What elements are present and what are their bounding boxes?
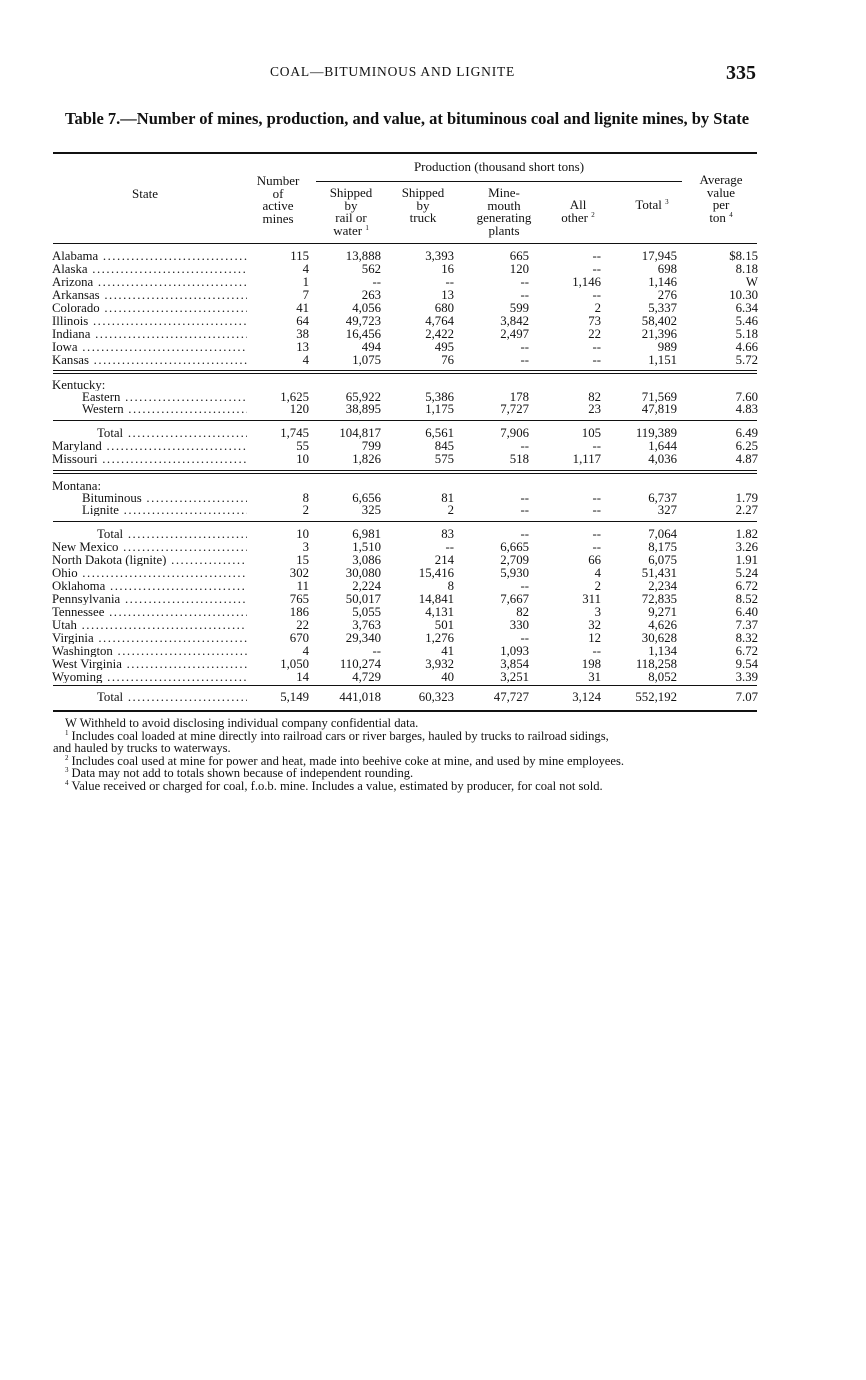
section-rule — [53, 473, 757, 474]
table-title: Table 7.—Number of mines, production, and value, at bituminous coal and lignite mines, by State — [64, 109, 750, 128]
value-cell: 3 — [594, 605, 601, 619]
value-cell: 575 — [434, 452, 454, 466]
value-cell: -- — [445, 275, 454, 289]
value-cell: 64 — [296, 314, 309, 328]
value-cell: 4 — [302, 262, 309, 276]
state-cell: Colorado ..... — [52, 302, 247, 314]
table-row — [0, 289, 866, 301]
table-row — [0, 427, 866, 439]
value-cell: 4 — [302, 644, 309, 658]
value-cell: 327 — [657, 503, 677, 517]
value-cell: 698 — [657, 262, 677, 276]
value-cell: 6,981 — [352, 527, 381, 541]
table-row — [0, 315, 866, 327]
value-cell: 5.24 — [735, 566, 758, 580]
table-row — [0, 302, 866, 314]
value-cell: 4.87 — [735, 452, 758, 466]
value-cell: 49,723 — [345, 314, 381, 328]
value-cell: 8 — [302, 491, 309, 505]
table-row — [0, 580, 866, 592]
value-cell: 4,626 — [648, 618, 677, 632]
value-cell: 4 — [594, 566, 601, 580]
value-cell: 494 — [361, 340, 381, 354]
value-cell: 2 — [302, 503, 309, 517]
value-cell: 119,389 — [635, 426, 677, 440]
value-cell: 4 — [302, 353, 309, 367]
value-cell: 186 — [289, 605, 309, 619]
value-cell: 1,075 — [352, 353, 381, 367]
value-cell: 17,945 — [641, 249, 677, 263]
table-row — [0, 632, 866, 644]
value-cell: 670 — [289, 631, 309, 645]
table-row — [0, 328, 866, 340]
all-other-header: All other $^2$ — [561, 197, 595, 225]
value-cell: 21,396 — [641, 327, 677, 341]
value-cell: -- — [592, 491, 601, 505]
value-cell: 7.07 — [735, 690, 758, 704]
value-cell: 5.72 — [735, 353, 758, 367]
value-cell: 552,192 — [635, 690, 677, 704]
value-cell: -- — [592, 340, 601, 354]
table-row — [0, 440, 866, 452]
table-row — [0, 453, 866, 465]
state-cell: West Virginia ..... — [52, 658, 247, 670]
value-cell: -- — [592, 540, 601, 554]
value-cell: 3,932 — [425, 657, 454, 671]
value-cell: 845 — [434, 439, 454, 453]
value-cell: 3,393 — [425, 249, 454, 263]
state-cell: Total ..... — [97, 528, 247, 540]
value-cell: 214 — [434, 553, 454, 567]
value-cell: 47,727 — [493, 690, 529, 704]
value-cell: -- — [520, 353, 529, 367]
table-row — [0, 528, 866, 540]
value-cell: 1,644 — [648, 439, 677, 453]
value-cell: 14,841 — [418, 592, 454, 606]
value-cell: 1,093 — [500, 644, 529, 658]
state-cell: Tennessee ..... — [52, 606, 247, 618]
value-cell: 501 — [434, 618, 454, 632]
value-cell: -- — [592, 503, 601, 517]
value-cell: 1.82 — [735, 527, 758, 541]
section-rule — [53, 373, 757, 374]
value-cell: $8.15 — [729, 249, 758, 263]
value-cell: 6.34 — [735, 301, 758, 315]
value-cell: 16 — [441, 262, 454, 276]
value-cell: 2 — [447, 503, 454, 517]
state-cell: Alaska ..... — [52, 263, 247, 275]
value-cell: 110,274 — [339, 657, 381, 671]
state-cell: Missouri ..... — [52, 453, 247, 465]
value-cell: 665 — [509, 249, 529, 263]
production-group-rule — [316, 181, 682, 182]
value-cell: W — [745, 275, 758, 289]
table-row — [0, 341, 866, 353]
section-rule — [53, 470, 757, 471]
table-row — [0, 276, 866, 288]
value-cell: 5,149 — [280, 690, 309, 704]
value-cell: -- — [592, 439, 601, 453]
value-cell: 1,146 — [572, 275, 601, 289]
value-cell: 83 — [441, 527, 454, 541]
state-cell: Kentucky: — [52, 379, 106, 392]
table-row — [0, 354, 866, 366]
footnote-2: $^2$ Includes coal used at mine for power and heat, made into beehive coke at mine, and used by mine employees. — [65, 753, 625, 768]
value-cell: 6.49 — [735, 426, 758, 440]
value-cell: 330 — [509, 618, 529, 632]
value-cell: 6.25 — [735, 439, 758, 453]
value-cell: 22 — [296, 618, 309, 632]
value-cell: 1,826 — [352, 452, 381, 466]
value-cell: 2,497 — [500, 327, 529, 341]
value-cell: 115 — [290, 249, 309, 263]
active-mines-header: Number of active mines — [256, 173, 300, 226]
page-number: 335 — [726, 62, 756, 84]
value-cell: 7,667 — [500, 592, 529, 606]
value-cell: 5.18 — [735, 327, 758, 341]
value-cell: 41 — [441, 644, 454, 658]
value-cell: 8,052 — [648, 670, 677, 684]
value-cell: 104,817 — [339, 426, 381, 440]
section-rule — [53, 370, 757, 371]
footnote-3: $^3$ Data may not add to totals shown because of independent rounding. — [65, 766, 414, 781]
truck-header: Shipped by truck — [401, 185, 445, 226]
value-cell: 9,271 — [648, 605, 677, 619]
value-cell: 1,276 — [425, 631, 454, 645]
value-cell: -- — [520, 275, 529, 289]
value-cell: 118,258 — [635, 657, 677, 671]
value-cell: 9.54 — [735, 657, 758, 671]
value-cell: 2.27 — [735, 503, 758, 517]
state-cell: Utah ..... — [52, 619, 247, 631]
value-cell: -- — [592, 353, 601, 367]
running-head: COAL—BITUMINOUS AND LIGNITE — [270, 64, 516, 79]
value-cell: 3.26 — [735, 540, 758, 554]
total-header: Total $^3$ — [635, 197, 669, 212]
value-cell: 178 — [509, 390, 529, 404]
value-cell: 765 — [289, 592, 309, 606]
value-cell: 1.79 — [735, 491, 758, 505]
footnotes — [53, 717, 765, 793]
state-cell: North Dakota (lignite) ..... — [52, 554, 247, 566]
value-cell: 31 — [588, 670, 601, 684]
value-cell: 71,569 — [641, 390, 677, 404]
value-cell: 4,036 — [648, 452, 677, 466]
table-row — [0, 691, 866, 703]
value-cell: 3,251 — [500, 670, 529, 684]
state-cell: Eastern ..... — [82, 391, 247, 403]
value-cell: 1,745 — [280, 426, 309, 440]
value-cell: -- — [520, 288, 529, 302]
value-cell: 13,888 — [345, 249, 381, 263]
value-cell: 22 — [588, 327, 601, 341]
value-cell: 29,340 — [345, 631, 381, 645]
value-cell: 13 — [441, 288, 454, 302]
value-cell: 562 — [361, 262, 381, 276]
value-cell: 10 — [296, 452, 309, 466]
header-bottom-rule — [53, 243, 757, 244]
value-cell: -- — [520, 579, 529, 593]
production-group-header: Production (thousand short tons) — [413, 159, 585, 174]
state-cell: Lignite ..... — [82, 504, 247, 516]
state-cell: Oklahoma ..... — [52, 580, 247, 592]
table-row — [0, 541, 866, 553]
value-cell: 5,055 — [352, 605, 381, 619]
value-cell: 7 — [302, 288, 309, 302]
state-cell: Maryland ..... — [52, 440, 247, 452]
value-cell: -- — [520, 491, 529, 505]
value-cell: 441,018 — [339, 690, 381, 704]
value-cell: 680 — [434, 301, 454, 315]
value-cell: 7,727 — [500, 402, 529, 416]
footnote-1: $^1$ Includes coal loaded at mine directly into railroad cars or river barges, hauled by trucks to railroad sidings, — [65, 728, 609, 743]
state-cell: Total ..... — [97, 691, 247, 703]
subtotal-rule — [53, 685, 757, 686]
table-row — [0, 658, 866, 670]
value-cell: 105 — [581, 426, 601, 440]
value-cell: 4.83 — [735, 402, 758, 416]
value-cell: 13 — [296, 340, 309, 354]
value-cell: 15 — [296, 553, 309, 567]
table-bottom-rule — [53, 710, 757, 712]
value-cell: 16,456 — [345, 327, 381, 341]
value-cell: 23 — [588, 402, 601, 416]
state-cell: Kansas ..... — [52, 354, 247, 366]
value-cell: 3,842 — [500, 314, 529, 328]
state-cell: Bituminous ..... — [82, 492, 247, 504]
value-cell: 30,628 — [641, 631, 677, 645]
value-cell: 2,422 — [425, 327, 454, 341]
value-cell: 38,895 — [345, 402, 381, 416]
value-cell: 6,656 — [352, 491, 381, 505]
value-cell: 81 — [441, 491, 454, 505]
value-cell: 8 — [447, 579, 454, 593]
state-cell: Western ..... — [82, 403, 247, 415]
value-cell: -- — [445, 540, 454, 554]
value-cell: -- — [592, 644, 601, 658]
value-cell: 1,175 — [425, 402, 454, 416]
table-row — [0, 504, 866, 516]
value-cell: 2,709 — [500, 553, 529, 567]
footnote-1-continued: and hauled by trucks to waterways. — [53, 741, 231, 756]
state-cell: Iowa ..... — [52, 341, 247, 353]
value-cell: 6,561 — [425, 426, 454, 440]
value-cell: 73 — [588, 314, 601, 328]
value-cell: 2 — [594, 579, 601, 593]
state-cell: Wyoming ..... — [52, 671, 247, 683]
value-cell: -- — [372, 644, 381, 658]
value-cell: 6.72 — [735, 644, 758, 658]
state-cell: Illinois ..... — [52, 315, 247, 327]
value-cell: 7,064 — [648, 527, 677, 541]
state-cell: New Mexico ..... — [52, 541, 247, 553]
value-cell: 8.32 — [735, 631, 758, 645]
value-cell: -- — [592, 262, 601, 276]
value-cell: 3 — [302, 540, 309, 554]
value-cell: -- — [592, 288, 601, 302]
value-cell: 6,737 — [648, 491, 677, 505]
subtotal-rule — [53, 521, 757, 522]
value-cell: 5.46 — [735, 314, 758, 328]
value-cell: 8.18 — [735, 262, 758, 276]
value-cell: 495 — [434, 340, 454, 354]
table-top-rule — [53, 152, 757, 154]
value-cell: 10.30 — [729, 288, 758, 302]
value-cell: 3,086 — [352, 553, 381, 567]
value-cell: 8,175 — [648, 540, 677, 554]
value-cell: 5,930 — [500, 566, 529, 580]
value-cell: 198 — [581, 657, 601, 671]
value-cell: 799 — [361, 439, 381, 453]
rail-water-header: Shipped by rail or water $^1$ — [329, 185, 373, 238]
value-cell: -- — [520, 503, 529, 517]
value-cell: 599 — [509, 301, 529, 315]
value-cell: 10 — [296, 527, 309, 541]
value-cell: -- — [592, 527, 601, 541]
value-cell: 2 — [594, 301, 601, 315]
value-cell: 1 — [302, 275, 309, 289]
state-cell: Indiana ..... — [52, 328, 247, 340]
value-cell: -- — [520, 527, 529, 541]
value-cell: 325 — [361, 503, 381, 517]
value-cell: 4,131 — [425, 605, 454, 619]
value-cell: -- — [372, 275, 381, 289]
value-cell: 3,763 — [352, 618, 381, 632]
value-cell: 4,729 — [352, 670, 381, 684]
value-cell: 76 — [441, 353, 454, 367]
value-cell: 1,134 — [648, 644, 677, 658]
value-cell: 14 — [296, 670, 309, 684]
value-cell: 47,819 — [641, 402, 677, 416]
footnote-w: W Withheld to avoid disclosing individual company confidential data. — [65, 716, 419, 730]
state-cell: Alabama ..... — [52, 250, 247, 262]
table-row — [0, 619, 866, 631]
table-row — [0, 250, 866, 262]
state-cell: Arizona ..... — [52, 276, 247, 288]
table-row — [0, 645, 866, 657]
value-cell: 311 — [582, 592, 601, 606]
value-cell: 12 — [588, 631, 601, 645]
value-cell: 40 — [441, 670, 454, 684]
value-cell: 41 — [296, 301, 309, 315]
value-cell: 5,386 — [425, 390, 454, 404]
value-cell: 5,337 — [648, 301, 677, 315]
value-cell: 1,625 — [280, 390, 309, 404]
value-cell: 30,080 — [345, 566, 381, 580]
value-cell: 120 — [509, 262, 529, 276]
value-cell: 1,510 — [352, 540, 381, 554]
state-header: State — [132, 186, 158, 201]
table-row — [0, 554, 866, 566]
value-cell: 3.39 — [735, 670, 758, 684]
value-cell: 65,922 — [345, 390, 381, 404]
value-cell: 7.60 — [735, 390, 758, 404]
value-cell: 51,431 — [641, 566, 677, 580]
state-cell: Total ..... — [97, 427, 247, 439]
state-cell: Virginia ..... — [52, 632, 247, 644]
table-row — [0, 671, 866, 683]
state-cell: Ohio ..... — [52, 567, 247, 579]
value-cell: 66 — [588, 553, 601, 567]
value-cell: 120 — [289, 402, 309, 416]
value-cell: 38 — [296, 327, 309, 341]
state-cell: Arkansas ..... — [52, 289, 247, 301]
avg-value-header: Average value per ton $^4$ — [699, 172, 743, 225]
value-cell: 82 — [516, 605, 529, 619]
value-cell: -- — [520, 631, 529, 645]
subtotal-rule — [53, 420, 757, 421]
state-cell: Montana: — [52, 480, 102, 493]
value-cell: 50,017 — [345, 592, 381, 606]
value-cell: 58,402 — [641, 314, 677, 328]
value-cell: 6.40 — [735, 605, 758, 619]
value-cell: 60,323 — [418, 690, 454, 704]
value-cell: 1,050 — [280, 657, 309, 671]
value-cell: 8.52 — [735, 592, 758, 606]
value-cell: 82 — [588, 390, 601, 404]
value-cell: 1,146 — [648, 275, 677, 289]
value-cell: 263 — [361, 288, 381, 302]
value-cell: 3,854 — [500, 657, 529, 671]
state-cell: Pennsylvania ..... — [52, 593, 247, 605]
value-cell: -- — [520, 439, 529, 453]
value-cell: 1,151 — [648, 353, 677, 367]
value-cell: 3,124 — [572, 690, 601, 704]
value-cell: 15,416 — [418, 566, 454, 580]
mine-mouth-header: Mine- mouth generating plants — [476, 185, 532, 238]
value-cell: 72,835 — [641, 592, 677, 606]
value-cell: 32 — [588, 618, 601, 632]
value-cell: 518 — [509, 452, 529, 466]
table-row — [0, 567, 866, 579]
value-cell: 276 — [657, 288, 677, 302]
value-cell: -- — [592, 249, 601, 263]
table-row — [0, 263, 866, 275]
footnote-4: $^4$ Value received or charged for coal, f.o.b. mine. Includes a value, estimated by producer, for coal not sold. — [65, 778, 603, 793]
value-cell: 4,056 — [352, 301, 381, 315]
value-cell: 1.91 — [735, 553, 758, 567]
value-cell: -- — [520, 340, 529, 354]
value-cell: 2,224 — [352, 579, 381, 593]
value-cell: 989 — [657, 340, 677, 354]
state-cell: Washington ..... — [52, 645, 247, 657]
value-cell: 6,075 — [648, 553, 677, 567]
table-row — [0, 606, 866, 618]
table-row — [0, 403, 866, 415]
value-cell: 302 — [289, 566, 309, 580]
value-cell: 11 — [296, 579, 309, 593]
value-cell: 7,906 — [500, 426, 529, 440]
value-cell: 1,117 — [572, 452, 601, 466]
value-cell: 4.66 — [735, 340, 758, 354]
value-cell: 6.72 — [735, 579, 758, 593]
value-cell: 55 — [296, 439, 309, 453]
table-row — [0, 593, 866, 605]
value-cell: 7.37 — [735, 618, 758, 632]
value-cell: 6,665 — [500, 540, 529, 554]
value-cell: 2,234 — [648, 579, 677, 593]
value-cell: 4,764 — [425, 314, 454, 328]
